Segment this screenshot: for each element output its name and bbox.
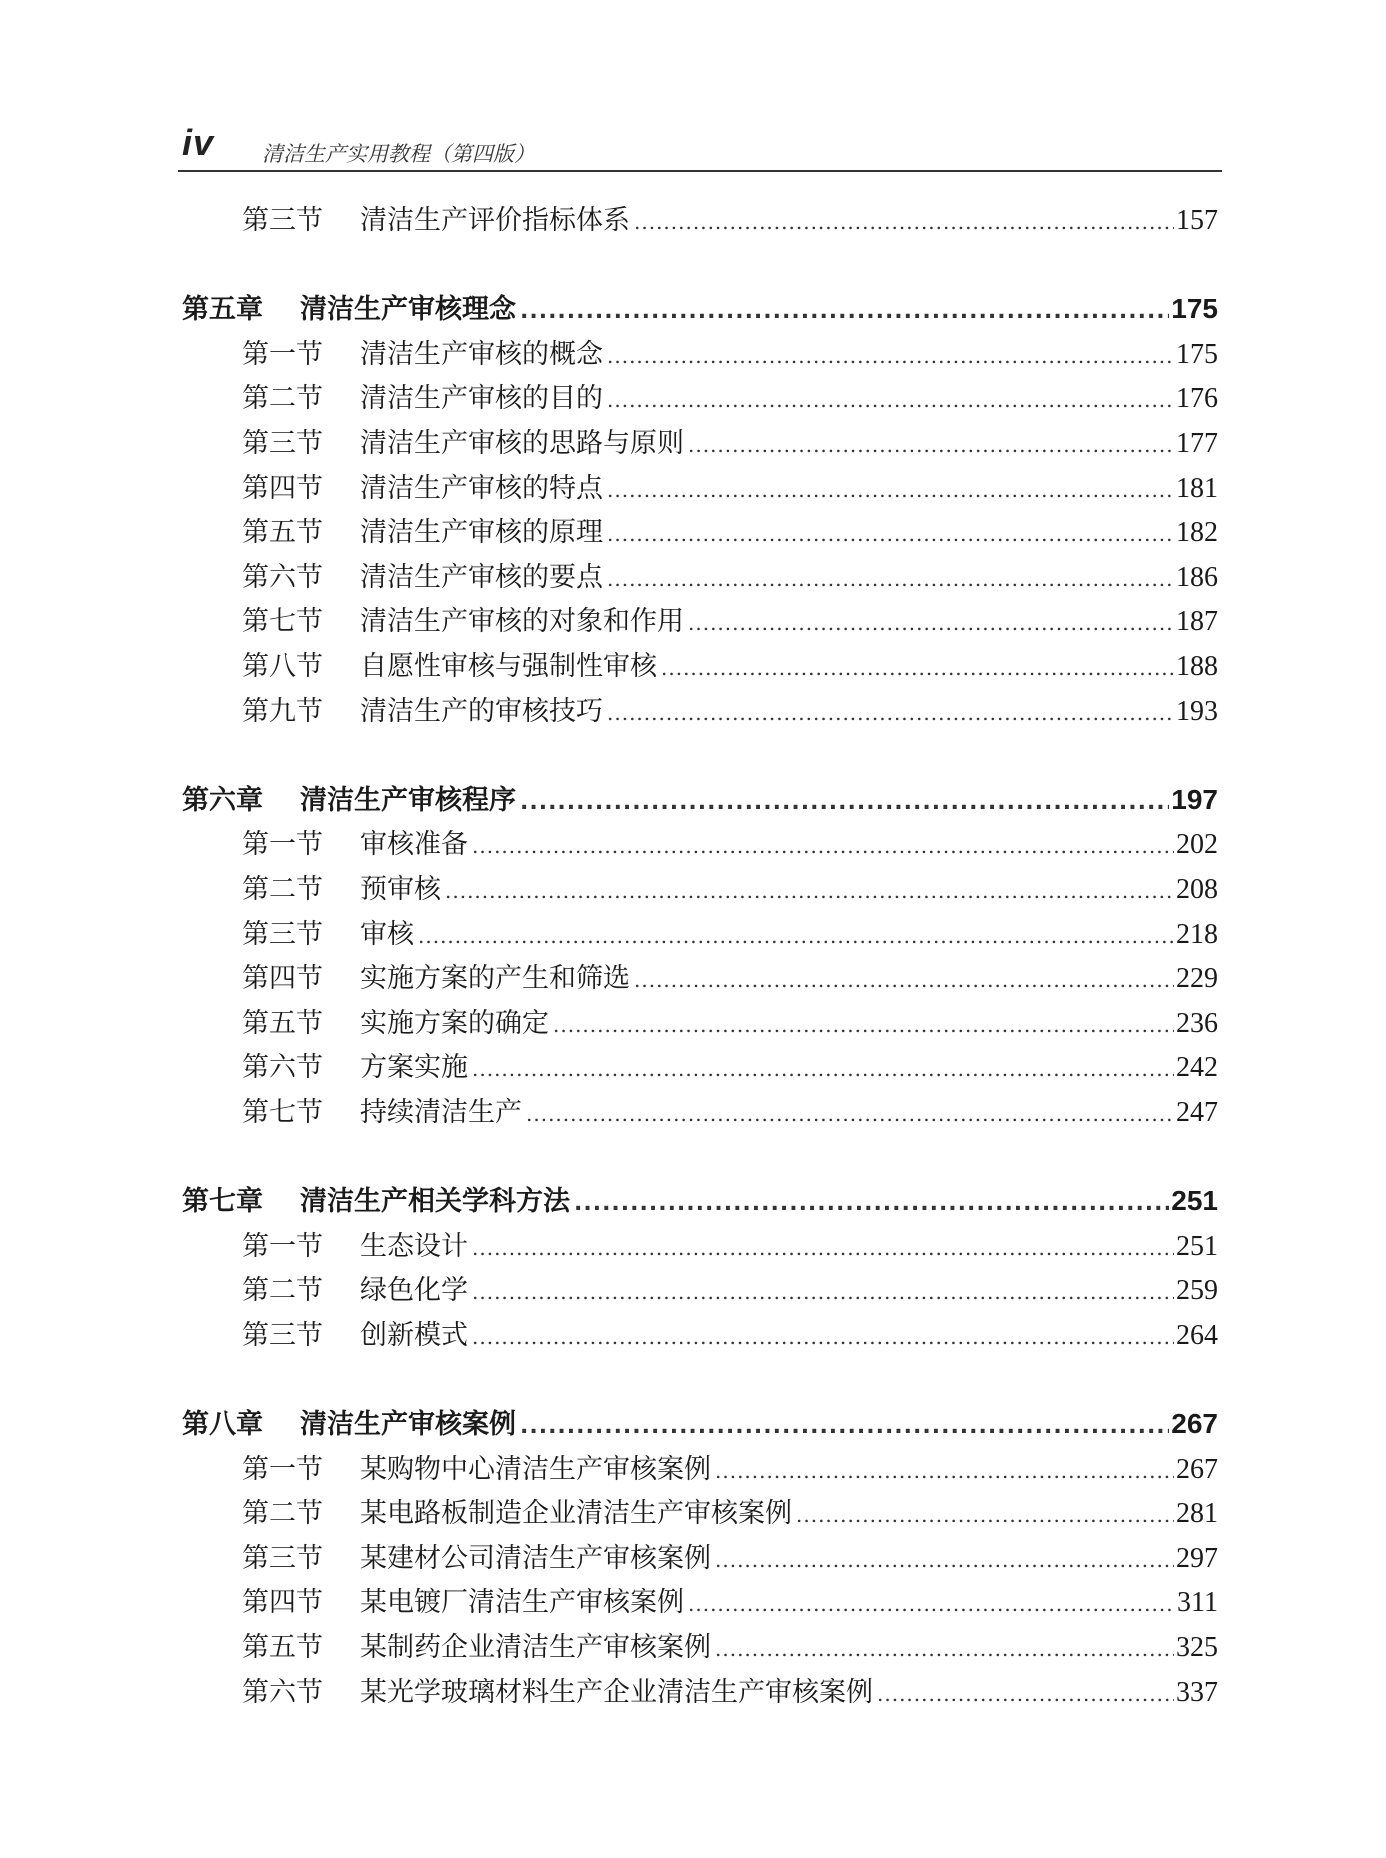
section-title: 方案实施 xyxy=(360,1052,468,1084)
dot-leader xyxy=(877,1682,1174,1706)
section-page: 181 xyxy=(1176,472,1218,504)
section-page: 157 xyxy=(1176,205,1218,236)
toc-section-entry[interactable] xyxy=(182,912,1218,957)
chapter-title: 清洁生产相关学科方法 xyxy=(300,1186,570,1218)
toc-section-entry[interactable] xyxy=(182,510,1218,555)
dot-leader xyxy=(472,1325,1174,1349)
spacer xyxy=(182,733,1218,778)
section-title: 某制药企业清洁生产审核案例 xyxy=(360,1632,711,1663)
toc-section-entry[interactable] xyxy=(182,822,1218,867)
toc-section-entry[interactable] xyxy=(182,599,1218,644)
section-label: 第三节 xyxy=(242,1542,323,1574)
section-label: 第四节 xyxy=(242,1587,323,1619)
toc-chapter-entry[interactable] xyxy=(182,778,1218,823)
section-title: 某电路板制造企业清洁生产审核案例 xyxy=(360,1498,792,1530)
toc-section-entry[interactable] xyxy=(182,1491,1218,1536)
section-label: 第二节 xyxy=(242,383,323,415)
dot-leader xyxy=(526,1102,1174,1126)
dot-leader xyxy=(688,611,1174,635)
section-title: 清洁生产审核的概念 xyxy=(360,338,603,370)
section-label: 第三节 xyxy=(242,918,323,950)
section-title: 绿色化学 xyxy=(360,1275,468,1307)
toc-section-entry[interactable] xyxy=(182,376,1218,421)
section-page: 229 xyxy=(1176,963,1218,995)
toc-section-entry[interactable] xyxy=(182,644,1218,689)
dot-leader xyxy=(520,790,1169,815)
section-page: 264 xyxy=(1176,1319,1218,1351)
dot-leader xyxy=(520,299,1169,324)
header-rule xyxy=(178,170,1222,172)
dot-leader xyxy=(418,924,1174,948)
toc-section-entry[interactable] xyxy=(182,1001,1218,1046)
chapter-page: 267 xyxy=(1171,1408,1218,1440)
dot-leader xyxy=(715,1459,1174,1483)
section-title: 清洁生产评价指标体系 xyxy=(360,205,630,236)
section-page: 236 xyxy=(1176,1007,1218,1039)
chapter-title: 清洁生产审核程序 xyxy=(300,784,516,816)
section-label: 第一节 xyxy=(242,338,323,370)
section-page: 281 xyxy=(1176,1498,1218,1530)
section-label: 第二节 xyxy=(242,873,323,905)
chapter-page: 197 xyxy=(1171,783,1218,815)
dot-leader xyxy=(445,879,1174,903)
chapter-page: 175 xyxy=(1171,293,1218,325)
section-label: 第八节 xyxy=(242,650,323,682)
page-number: iv xyxy=(182,122,215,163)
section-label: 第二节 xyxy=(242,1275,323,1307)
dot-leader xyxy=(472,1280,1174,1304)
section-label: 第二节 xyxy=(242,1498,323,1530)
section-title: 清洁生产的审核技巧 xyxy=(360,695,603,727)
section-title: 清洁生产审核的对象和作用 xyxy=(360,606,684,638)
spacer xyxy=(182,243,1218,288)
table-of-contents xyxy=(182,198,1218,1714)
section-title: 清洁生产审核的特点 xyxy=(360,472,603,504)
section-label: 第一节 xyxy=(242,1230,323,1262)
section-title: 审核 xyxy=(360,918,414,950)
section-page: 208 xyxy=(1176,873,1218,905)
toc-section-entry[interactable] xyxy=(182,1625,1218,1670)
dot-leader xyxy=(553,1013,1174,1037)
section-page: 188 xyxy=(1176,650,1218,682)
section-label: 第六节 xyxy=(242,561,323,593)
toc-section-entry[interactable] xyxy=(182,867,1218,912)
toc-section-entry[interactable] xyxy=(182,1536,1218,1581)
toc-section-entry[interactable] xyxy=(182,1313,1218,1358)
dot-leader xyxy=(688,433,1174,457)
section-title: 清洁生产审核的要点 xyxy=(360,561,603,593)
section-label: 第五节 xyxy=(242,1632,323,1663)
section-label: 第五节 xyxy=(242,517,323,549)
section-page: 311 xyxy=(1177,1587,1218,1619)
section-page: 193 xyxy=(1176,695,1218,727)
dot-leader xyxy=(715,1548,1174,1572)
dot-leader xyxy=(607,344,1174,368)
section-label: 第三节 xyxy=(242,1319,323,1351)
dot-leader xyxy=(607,388,1174,412)
toc-section-entry[interactable] xyxy=(182,1580,1218,1625)
dot-leader xyxy=(661,656,1174,680)
section-page: 186 xyxy=(1176,561,1218,593)
section-page: 202 xyxy=(1176,829,1218,861)
toc-section-entry[interactable] xyxy=(182,1670,1218,1715)
toc-section-entry[interactable] xyxy=(182,956,1218,1001)
toc-section-entry[interactable] xyxy=(182,421,1218,466)
section-title: 实施方案的确定 xyxy=(360,1007,549,1039)
chapter-title: 清洁生产审核案例 xyxy=(300,1409,516,1441)
section-page: 187 xyxy=(1176,606,1218,638)
section-page: 251 xyxy=(1176,1230,1218,1262)
toc-chapter-entry[interactable] xyxy=(182,1402,1218,1447)
toc-section-entry[interactable] xyxy=(182,1045,1218,1090)
toc-section-entry[interactable] xyxy=(182,466,1218,511)
section-label: 第一节 xyxy=(242,1453,323,1485)
spacer xyxy=(182,1134,1218,1179)
toc-section-entry[interactable] xyxy=(182,198,1218,243)
dot-leader xyxy=(688,1592,1175,1616)
section-title: 自愿性审核与强制性审核 xyxy=(360,650,657,682)
spacer xyxy=(182,1357,1218,1402)
section-label: 第四节 xyxy=(242,472,323,504)
section-page: 259 xyxy=(1176,1275,1218,1307)
section-title: 持续清洁生产 xyxy=(360,1096,522,1128)
section-title: 某建材公司清洁生产审核案例 xyxy=(360,1542,711,1574)
section-page: 177 xyxy=(1176,427,1218,459)
toc-chapter-entry[interactable] xyxy=(182,287,1218,332)
section-label: 第六节 xyxy=(242,1676,323,1708)
dot-leader xyxy=(607,478,1174,502)
dot-leader xyxy=(574,1191,1169,1216)
dot-leader xyxy=(472,834,1174,858)
section-label: 第三节 xyxy=(242,205,323,236)
dot-leader xyxy=(607,701,1174,725)
section-page: 218 xyxy=(1176,918,1218,950)
section-title: 审核准备 xyxy=(360,829,468,861)
dot-leader xyxy=(472,1057,1174,1081)
section-title: 清洁生产审核的目的 xyxy=(360,383,603,415)
dot-leader xyxy=(520,1414,1169,1439)
section-page: 182 xyxy=(1176,517,1218,549)
dot-leader xyxy=(715,1637,1174,1661)
section-page: 175 xyxy=(1176,338,1218,370)
toc-chapter-entry[interactable] xyxy=(182,1179,1218,1224)
section-page: 325 xyxy=(1176,1632,1218,1663)
section-page: 247 xyxy=(1176,1096,1218,1128)
section-page: 297 xyxy=(1176,1542,1218,1574)
section-page: 242 xyxy=(1176,1052,1218,1084)
section-page: 176 xyxy=(1176,383,1218,415)
section-label: 第四节 xyxy=(242,963,323,995)
chapter-page: 251 xyxy=(1171,1185,1218,1217)
dot-leader xyxy=(472,1236,1174,1260)
section-label: 第七节 xyxy=(242,606,323,638)
toc-section-entry[interactable] xyxy=(182,1268,1218,1313)
section-title: 某光学玻璃材料生产企业清洁生产审核案例 xyxy=(360,1676,873,1708)
section-label: 第一节 xyxy=(242,829,323,861)
toc-section-entry[interactable] xyxy=(182,1090,1218,1135)
section-label: 第九节 xyxy=(242,695,323,727)
section-title: 某购物中心清洁生产审核案例 xyxy=(360,1453,711,1485)
toc-section-entry[interactable] xyxy=(182,1224,1218,1269)
dot-leader xyxy=(634,210,1174,234)
section-title: 生态设计 xyxy=(360,1230,468,1262)
dot-leader xyxy=(634,968,1174,992)
toc-section-entry[interactable] xyxy=(182,1447,1218,1492)
section-page: 267 xyxy=(1176,1453,1218,1485)
page-header xyxy=(178,118,1218,170)
section-page: 337 xyxy=(1176,1676,1218,1708)
dot-leader xyxy=(607,567,1174,591)
chapter-label: 第六章 xyxy=(182,784,263,816)
section-title: 某电镀厂清洁生产审核案例 xyxy=(360,1587,684,1619)
section-title: 预审核 xyxy=(360,873,441,905)
chapter-label: 第五章 xyxy=(182,294,263,326)
toc-section-entry[interactable] xyxy=(182,555,1218,600)
dot-leader xyxy=(796,1503,1174,1527)
section-title: 创新模式 xyxy=(360,1319,468,1351)
book-title: 清洁生产实用教程（第四版） xyxy=(262,142,535,166)
chapter-title: 清洁生产审核理念 xyxy=(300,294,516,326)
section-label: 第六节 xyxy=(242,1052,323,1084)
toc-section-entry[interactable] xyxy=(182,689,1218,734)
chapter-label: 第七章 xyxy=(182,1186,263,1218)
section-title: 清洁生产审核的原理 xyxy=(360,517,603,549)
section-title: 实施方案的产生和筛选 xyxy=(360,963,630,995)
section-label: 第七节 xyxy=(242,1096,323,1128)
section-title: 清洁生产审核的思路与原则 xyxy=(360,427,684,459)
chapter-label: 第八章 xyxy=(182,1409,263,1441)
dot-leader xyxy=(607,522,1174,546)
section-label: 第三节 xyxy=(242,427,323,459)
toc-section-entry[interactable] xyxy=(182,332,1218,377)
section-label: 第五节 xyxy=(242,1007,323,1039)
